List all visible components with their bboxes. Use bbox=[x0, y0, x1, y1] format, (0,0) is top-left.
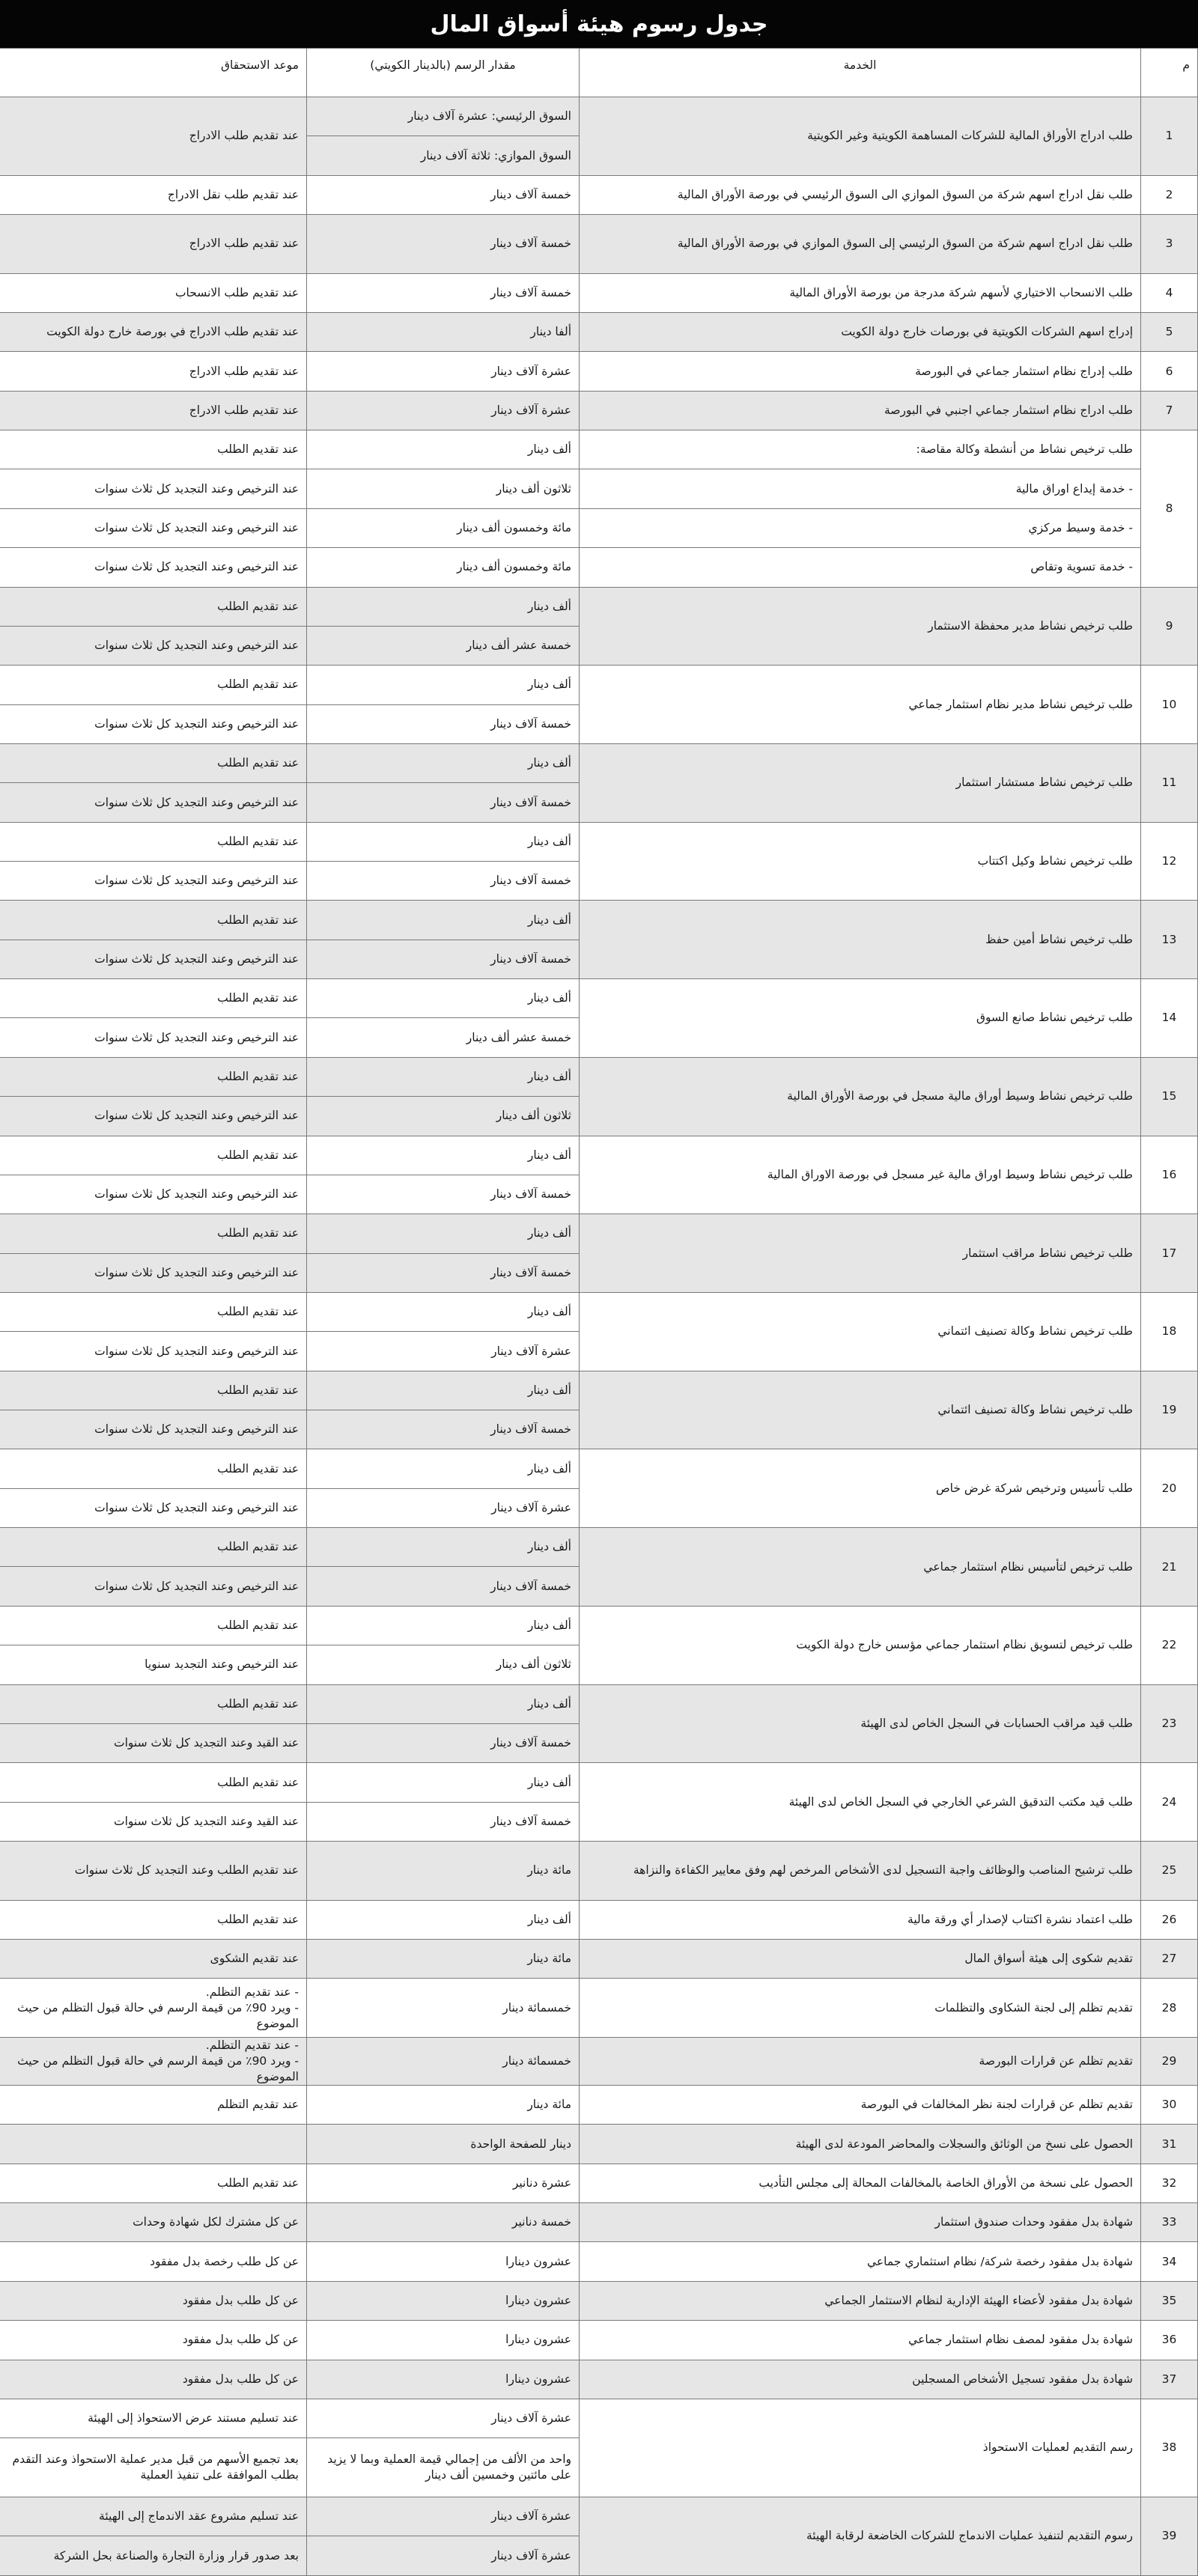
row-fee: دينار للصفحة الواحدة bbox=[307, 2125, 580, 2164]
row-service: طلب اعتماد نشرة اكتتاب لإصدار أي ورقة مالية bbox=[580, 1900, 1141, 1939]
row-due: عند الترخيص وعند التجديد كل ثلاث سنوات bbox=[0, 1097, 307, 1136]
row-due: عند تقديم الشكوى bbox=[0, 1939, 307, 1978]
row-due: عند تقديم الطلب bbox=[0, 1057, 307, 1096]
table-row bbox=[0, 97, 1198, 136]
row-due: عند الترخيص وعند التجديد كل ثلاث سنوات bbox=[0, 469, 307, 508]
row-number: 6 bbox=[1141, 352, 1198, 391]
row-number: 25 bbox=[1141, 1842, 1198, 1901]
row-service: طلب ترخيص نشاط مراقب استثمار bbox=[580, 1214, 1141, 1293]
row-service: شهادة بدل مفقود تسجيل الأشخاص المسجلين bbox=[580, 2360, 1141, 2399]
due-line: - ويرد 90٪ من قيمة الرسم في حالة قبول التظلم من حيث الموضوع bbox=[17, 2000, 299, 2030]
row-fee: خمسة آلاف دينار bbox=[307, 1802, 580, 1841]
row-service: شهادة بدل مفقود لمصف نظام استثمار جماعي bbox=[580, 2321, 1141, 2360]
row-fee: ثلاثون ألف دينار bbox=[307, 1097, 580, 1136]
row-due: عند تقديم الطلب bbox=[0, 1528, 307, 1567]
row-service: طلب تأسيس وترخيص شركة غرض خاص bbox=[580, 1449, 1141, 1528]
row-fee: خمسة آلاف دينار bbox=[307, 940, 580, 978]
row-service: طلب ترخيص نشاط وسيط أوراق مالية مسجل في بورصة الأوراق المالية bbox=[580, 1057, 1141, 1136]
row-service: طلب نقل ادراج اسهم شركة من السوق الموازي الى السوق الرئيسي في بورصة الأوراق المالية bbox=[580, 175, 1141, 214]
row-number: 14 bbox=[1141, 979, 1198, 1058]
row-fee: عشرة آلاف دينار bbox=[307, 352, 580, 391]
table-row bbox=[0, 2497, 1198, 2536]
row-due: عن كل طلب بدل مفقود bbox=[0, 2281, 307, 2320]
row-due: عند تقديم الطلب bbox=[0, 1763, 307, 1802]
row-due: عند تقديم الطلب وعند التجديد كل ثلاث سنوات bbox=[0, 1842, 307, 1901]
row-fee: خمسة آلاف دينار bbox=[307, 783, 580, 822]
row-fee: خمسة آلاف دينار bbox=[307, 1253, 580, 1292]
row-number: 15 bbox=[1141, 1057, 1198, 1136]
row-due: عند الترخيص وعند التجديد كل ثلاث سنوات bbox=[0, 1567, 307, 1606]
row-service: إدراج اسهم الشركات الكويتية في بورصات خارج دولة الكويت bbox=[580, 312, 1141, 351]
header-number: م bbox=[1141, 49, 1198, 97]
table-row bbox=[0, 2242, 1198, 2281]
row-fee: ألف دينار bbox=[307, 1214, 580, 1253]
table-row bbox=[0, 979, 1198, 1018]
row-service: طلب ترشيح المناصب والوظائف واجبة التسجيل لدى الأشخاص المرخص لهم وفق معايير الكفاءة والنزاهة bbox=[580, 1842, 1141, 1901]
row-due: عند الترخيص وعند التجديد كل ثلاث سنوات bbox=[0, 1410, 307, 1449]
row-number: 16 bbox=[1141, 1136, 1198, 1214]
row-service: - خدمة وسيط مركزي bbox=[580, 508, 1141, 547]
row-number: 9 bbox=[1141, 587, 1198, 666]
row-service: طلب ترخيص نشاط من أنشطة وكالة مقاصة: bbox=[580, 430, 1141, 469]
row-due: عند الترخيص وعند التجديد كل ثلاث سنوات bbox=[0, 548, 307, 587]
row-service: الحصول على نسخ من الوثائق والسجلات والمحاضر المودعة لدى الهيئة bbox=[580, 2125, 1141, 2164]
row-fee: السوق الرئيسي: عشرة آلاف دينار bbox=[307, 97, 580, 136]
row-due: عن كل طلب بدل مفقود bbox=[0, 2360, 307, 2399]
row-number: 38 bbox=[1141, 2399, 1198, 2497]
header-due: موعد الاستحقاق bbox=[0, 49, 307, 97]
table-row bbox=[0, 2321, 1198, 2360]
row-service: شهادة بدل مفقود وحدات صندوق استثمار bbox=[580, 2203, 1141, 2242]
row-service: طلب إدراج نظام استثمار جماعي في البورصة bbox=[580, 352, 1141, 391]
row-due: عند تقديم الطلب bbox=[0, 979, 307, 1018]
row-service: طلب ترخيص نشاط وسيط اوراق مالية غير مسجل في بورصة الاوراق المالية bbox=[580, 1136, 1141, 1214]
row-due: عند تقديم طلب الانسحاب bbox=[0, 273, 307, 312]
table-row bbox=[0, 1939, 1198, 1978]
row-fee: عشرة دنانير bbox=[307, 2164, 580, 2202]
row-number: 24 bbox=[1141, 1763, 1198, 1842]
row-due: عند تقديم طلب الادراج في بورصة خارج دولة الكويت bbox=[0, 312, 307, 351]
table-row bbox=[0, 743, 1198, 782]
row-service: طلب نقل ادراج اسهم شركة من السوق الرئيسي إلى السوق الموازي في بورصة الأوراق المالية bbox=[580, 215, 1141, 274]
row-number: 20 bbox=[1141, 1449, 1198, 1528]
row-due: عند تقديم الطلب bbox=[0, 430, 307, 469]
row-service: تقديم تظلم عن قرارات لجنة نظر المخالفات في البورصة bbox=[580, 2086, 1141, 2125]
row-fee: خمسة آلاف دينار bbox=[307, 704, 580, 743]
table-row bbox=[0, 175, 1198, 214]
row-due: عند الترخيص وعند التجديد كل ثلاث سنوات bbox=[0, 1332, 307, 1371]
table-row bbox=[0, 469, 1198, 508]
row-fee: ألف دينار bbox=[307, 822, 580, 861]
row-due: عند الترخيص وعند التجديد كل ثلاث سنوات bbox=[0, 1253, 307, 1292]
table-row bbox=[0, 430, 1198, 469]
table-row bbox=[0, 587, 1198, 626]
row-service: تقديم شكوى إلى هيئة أسواق المال bbox=[580, 1939, 1141, 1978]
row-service: رسم التقديم لعمليات الاستحواذ bbox=[580, 2399, 1141, 2497]
row-fee: ألف دينار bbox=[307, 1292, 580, 1331]
due-line: - عند تقديم التظلم. bbox=[205, 1985, 299, 1999]
row-fee: ألف دينار bbox=[307, 1057, 580, 1096]
row-due bbox=[0, 2125, 307, 2164]
row-fee: مائة دينار bbox=[307, 1939, 580, 1978]
table-row bbox=[0, 1528, 1198, 1567]
row-service: تقديم تظلم عن قرارات البورصة bbox=[580, 2037, 1141, 2085]
row-fee: عشرة آلاف دينار bbox=[307, 2497, 580, 2536]
row-service: طلب ترخيص نشاط وكالة تصنيف ائتماني bbox=[580, 1371, 1141, 1449]
row-service: طلب قيد مراقب الحسابات في السجل الخاص لدى الهيئة bbox=[580, 1684, 1141, 1763]
row-due: عند تقديم الطلب bbox=[0, 1900, 307, 1939]
row-service: طلب ترخيص نشاط أمين حفظ bbox=[580, 901, 1141, 979]
row-number: 5 bbox=[1141, 312, 1198, 351]
row-number: 23 bbox=[1141, 1684, 1198, 1763]
table-row bbox=[0, 1842, 1198, 1901]
row-number: 33 bbox=[1141, 2203, 1198, 2242]
row-due: عند تقديم الطلب bbox=[0, 2164, 307, 2202]
table-row bbox=[0, 215, 1198, 274]
row-due: عند الترخيص وعند التجديد كل ثلاث سنوات bbox=[0, 940, 307, 978]
row-due: عند الترخيص وعند التجديد كل ثلاث سنوات bbox=[0, 1018, 307, 1057]
table-row bbox=[0, 1684, 1198, 1723]
row-number: 34 bbox=[1141, 2242, 1198, 2281]
row-number: 28 bbox=[1141, 1979, 1198, 2038]
table-row bbox=[0, 1292, 1198, 1331]
row-due: عند تسليم مستند عرض الاستحواذ إلى الهيئة bbox=[0, 2399, 307, 2438]
row-service: طلب ترخيص نشاط مدير محفظة الاستثمار bbox=[580, 587, 1141, 666]
row-due: عند تسليم مشروع عقد الاندماج إلى الهيئة bbox=[0, 2497, 307, 2536]
row-due: عن كل مشترك لكل شهادة وحدات bbox=[0, 2203, 307, 2242]
row-due: عند تقديم الطلب bbox=[0, 587, 307, 626]
row-service: طلب الانسحاب الاختياري لأسهم شركة مدرجة من بورصة الأوراق المالية bbox=[580, 273, 1141, 312]
table-row bbox=[0, 1214, 1198, 1253]
row-due: عند تقديم الطلب bbox=[0, 1449, 307, 1488]
table-row bbox=[0, 2399, 1198, 2438]
row-fee: خمسة آلاف دينار bbox=[307, 1723, 580, 1762]
row-service: - خدمة تسوية وتقاص bbox=[580, 548, 1141, 587]
table-row bbox=[0, 312, 1198, 351]
row-number: 32 bbox=[1141, 2164, 1198, 2202]
row-fee: عشرة آلاف دينار bbox=[307, 1488, 580, 1527]
table-row bbox=[0, 901, 1198, 940]
row-fee: عشرة آلاف دينار bbox=[307, 391, 580, 430]
row-due bbox=[0, 1979, 307, 2038]
row-fee: ألف دينار bbox=[307, 587, 580, 626]
row-fee: ألف دينار bbox=[307, 1136, 580, 1175]
row-fee: خمسة آلاف دينار bbox=[307, 273, 580, 312]
row-due: عند تقديم طلب الادراج bbox=[0, 391, 307, 430]
due-line: - ويرد 90٪ من قيمة الرسم في حالة قبول التظلم من حيث الموضوع bbox=[17, 2053, 299, 2083]
row-number: 35 bbox=[1141, 2281, 1198, 2320]
table-header-row bbox=[0, 49, 1198, 97]
row-due: عند تقديم الطلب bbox=[0, 1136, 307, 1175]
table-row bbox=[0, 2037, 1198, 2085]
table-row bbox=[0, 2164, 1198, 2202]
table-row bbox=[0, 1449, 1198, 1488]
row-due: عند تقديم طلب الادراج bbox=[0, 352, 307, 391]
row-number: 1 bbox=[1141, 97, 1198, 176]
table-row bbox=[0, 1606, 1198, 1645]
table-row bbox=[0, 2203, 1198, 2242]
row-due: عند القيد وعند التجديد كل ثلاث سنوات bbox=[0, 1723, 307, 1762]
document-title: جدول رسوم هيئة أسواق المال bbox=[0, 0, 1198, 48]
row-due: عند الترخيص وعند التجديد كل ثلاث سنوات bbox=[0, 626, 307, 665]
row-fee: ألف دينار bbox=[307, 430, 580, 469]
row-due: عند الترخيص وعند التجديد سنويا bbox=[0, 1645, 307, 1684]
row-fee: خمسة آلاف دينار bbox=[307, 1410, 580, 1449]
row-number: 21 bbox=[1141, 1528, 1198, 1607]
table-row bbox=[0, 1057, 1198, 1096]
row-due: عند تقديم الطلب bbox=[0, 666, 307, 704]
row-fee: عشرون دينارا bbox=[307, 2242, 580, 2281]
row-service: رسوم التقديم لتنفيذ عمليات الاندماج للشركات الخاضعة لرقابة الهيئة bbox=[580, 2497, 1141, 2575]
row-service: طلب ترخيص نشاط وكالة تصنيف ائتماني bbox=[580, 1292, 1141, 1371]
row-fee: السوق الموازي: ثلاثة آلاف دينار bbox=[307, 136, 580, 175]
row-due: عند تقديم الطلب bbox=[0, 1371, 307, 1410]
row-service: الحصول على نسخة من الأوراق الخاصة بالمخالفات المحالة إلى مجلس التأديب bbox=[580, 2164, 1141, 2202]
table-row bbox=[0, 1979, 1198, 2038]
row-service: طلب ترخيص نشاط صانع السوق bbox=[580, 979, 1141, 1058]
row-due: عند تقديم الطلب bbox=[0, 743, 307, 782]
row-number: 13 bbox=[1141, 901, 1198, 979]
row-number: 11 bbox=[1141, 743, 1198, 822]
row-due: عند تقديم الطلب bbox=[0, 1214, 307, 1253]
row-fee: عشرة آلاف دينار bbox=[307, 2536, 580, 2576]
row-fee: ثلاثون ألف دينار bbox=[307, 469, 580, 508]
row-service: شهادة بدل مفقود لأعضاء الهيئة الإدارية لنظام الاستثمار الجماعي bbox=[580, 2281, 1141, 2320]
row-due: عند الترخيص وعند التجديد كل ثلاث سنوات bbox=[0, 862, 307, 901]
row-fee: مائة وخمسون ألف دينار bbox=[307, 548, 580, 587]
row-due: بعد تجميع الأسهم من قبل مدير عملية الاستحواذ وعند التقدم بطلب الموافقة على تنفيذ العملية bbox=[0, 2438, 307, 2497]
row-due: عند الترخيص وعند التجديد كل ثلاث سنوات bbox=[0, 1488, 307, 1527]
table-row bbox=[0, 2360, 1198, 2399]
row-fee: عشرة آلاف دينار bbox=[307, 2399, 580, 2438]
row-number: 22 bbox=[1141, 1606, 1198, 1684]
row-fee: ألف دينار bbox=[307, 666, 580, 704]
row-fee: خمسة آلاف دينار bbox=[307, 1567, 580, 1606]
row-number: 30 bbox=[1141, 2086, 1198, 2125]
row-number: 39 bbox=[1141, 2497, 1198, 2575]
row-fee: ألف دينار bbox=[307, 1371, 580, 1410]
row-fee: خمسة آلاف دينار bbox=[307, 862, 580, 901]
row-number: 36 bbox=[1141, 2321, 1198, 2360]
row-fee: ألف دينار bbox=[307, 1900, 580, 1939]
row-number: 2 bbox=[1141, 175, 1198, 214]
row-fee: خمسمائة دينار bbox=[307, 1979, 580, 2038]
row-number: 3 bbox=[1141, 215, 1198, 274]
row-fee: ألفا دينار bbox=[307, 312, 580, 351]
row-due: عند تقديم الطلب bbox=[0, 901, 307, 940]
row-fee: ألف دينار bbox=[307, 1449, 580, 1488]
table-row bbox=[0, 1371, 1198, 1410]
row-fee: مائة وخمسون ألف دينار bbox=[307, 508, 580, 547]
row-number: 8 bbox=[1141, 430, 1198, 587]
table-row bbox=[0, 1763, 1198, 1802]
row-due: عند الترخيص وعند التجديد كل ثلاث سنوات bbox=[0, 508, 307, 547]
row-fee: مائة دينار bbox=[307, 2086, 580, 2125]
row-fee: عشرون دينارا bbox=[307, 2321, 580, 2360]
row-due: عند تقديم طلب الادراج bbox=[0, 215, 307, 274]
row-fee: ألف دينار bbox=[307, 1528, 580, 1567]
table-row bbox=[0, 391, 1198, 430]
row-service: شهادة بدل مفقود رخصة شركة/ نظام استثماري جماعي bbox=[580, 2242, 1141, 2281]
table-row bbox=[0, 1900, 1198, 1939]
row-service: طلب ترخيص لتسويق نظام استثمار جماعي مؤسس خارج دولة الكويت bbox=[580, 1606, 1141, 1684]
row-due: عند تقديم الطلب bbox=[0, 1684, 307, 1723]
row-due: عند تقديم طلب الادراج bbox=[0, 97, 307, 176]
table-row bbox=[0, 2281, 1198, 2320]
row-due: عند تقديم التظلم bbox=[0, 2086, 307, 2125]
row-number: 10 bbox=[1141, 666, 1198, 744]
table-row bbox=[0, 508, 1198, 547]
row-fee: ثلاثون ألف دينار bbox=[307, 1645, 580, 1684]
row-fee: ألف دينار bbox=[307, 743, 580, 782]
table-row bbox=[0, 352, 1198, 391]
row-fee: مائة دينار bbox=[307, 1842, 580, 1901]
row-fee: ألف دينار bbox=[307, 1763, 580, 1802]
row-fee: عشرة آلاف دينار bbox=[307, 1332, 580, 1371]
row-fee: عشرون دينارا bbox=[307, 2281, 580, 2320]
row-fee: ألف دينار bbox=[307, 901, 580, 940]
row-number: 27 bbox=[1141, 1939, 1198, 1978]
table-row bbox=[0, 548, 1198, 587]
row-number: 18 bbox=[1141, 1292, 1198, 1371]
row-fee: ألف دينار bbox=[307, 1606, 580, 1645]
fees-table bbox=[0, 48, 1198, 2576]
table-row bbox=[0, 666, 1198, 704]
row-due: عند القيد وعند التجديد كل ثلاث سنوات bbox=[0, 1802, 307, 1841]
row-due: عند تقديم الطلب bbox=[0, 1606, 307, 1645]
row-fee: خمسة عشر ألف دينار bbox=[307, 626, 580, 665]
row-number: 4 bbox=[1141, 273, 1198, 312]
due-line: - عند تقديم التظلم. bbox=[205, 2038, 299, 2053]
row-fee: واحد من الألف من إجمالي قيمة العملية وبما لا يزيد على مائتين وخمسين ألف دينار bbox=[307, 2438, 580, 2497]
row-fee: ألف دينار bbox=[307, 1684, 580, 1723]
table-row bbox=[0, 273, 1198, 312]
row-due: عند تقديم الطلب bbox=[0, 1292, 307, 1331]
row-number: 37 bbox=[1141, 2360, 1198, 2399]
row-service: طلب ترخيص نشاط وكيل اكتتاب bbox=[580, 822, 1141, 901]
row-due: عند الترخيص وعند التجديد كل ثلاث سنوات bbox=[0, 783, 307, 822]
row-fee: خمسة دنانير bbox=[307, 2203, 580, 2242]
row-service: طلب ادراج الأوراق المالية للشركات المساهمة الكويتية وغير الكويتية bbox=[580, 97, 1141, 176]
row-due bbox=[0, 2037, 307, 2085]
row-fee: ألف دينار bbox=[307, 979, 580, 1018]
row-service: طلب ترخيص لتأسيس نظام استثمار جماعي bbox=[580, 1528, 1141, 1607]
row-due: عن كل طلب رخصة بدل مفقود bbox=[0, 2242, 307, 2281]
row-due: عن كل طلب بدل مفقود bbox=[0, 2321, 307, 2360]
row-fee: خمسة آلاف دينار bbox=[307, 175, 580, 214]
row-fee: عشرون دينارا bbox=[307, 2360, 580, 2399]
row-fee: خمسمائة دينار bbox=[307, 2037, 580, 2085]
header-service: الخدمة bbox=[580, 49, 1141, 97]
row-service: طلب ادراج نظام استثمار جماعي اجنبي في البورصة bbox=[580, 391, 1141, 430]
table-row bbox=[0, 1136, 1198, 1175]
row-service: طلب ترخيص نشاط مدير نظام استثمار جماعي bbox=[580, 666, 1141, 744]
row-fee: خمسة آلاف دينار bbox=[307, 1175, 580, 1214]
row-due: عند الترخيص وعند التجديد كل ثلاث سنوات bbox=[0, 704, 307, 743]
row-due: عند تقديم طلب نقل الادراج bbox=[0, 175, 307, 214]
row-number: 12 bbox=[1141, 822, 1198, 901]
row-due: عند تقديم الطلب bbox=[0, 822, 307, 861]
row-fee: خمسة آلاف دينار bbox=[307, 215, 580, 274]
table-row bbox=[0, 822, 1198, 861]
row-number: 31 bbox=[1141, 2125, 1198, 2164]
row-number: 17 bbox=[1141, 1214, 1198, 1293]
row-number: 19 bbox=[1141, 1371, 1198, 1449]
row-due: بعد صدور قرار وزارة التجارة والصناعة بحل الشركة bbox=[0, 2536, 307, 2576]
row-service: - خدمة إيداع اوراق مالية bbox=[580, 469, 1141, 508]
row-number: 26 bbox=[1141, 1900, 1198, 1939]
row-service: طلب قيد مكتب التدقيق الشرعي الخارجي في السجل الخاص لدى الهيئة bbox=[580, 1763, 1141, 1842]
table-row bbox=[0, 2125, 1198, 2164]
row-service: طلب ترخيص نشاط مستشار استثمار bbox=[580, 743, 1141, 822]
header-fee: مقدار الرسم (بالدينار الكويتي) bbox=[307, 49, 580, 97]
row-fee: خمسة عشر ألف دينار bbox=[307, 1018, 580, 1057]
row-number: 29 bbox=[1141, 2037, 1198, 2085]
table-row bbox=[0, 2086, 1198, 2125]
row-number: 7 bbox=[1141, 391, 1198, 430]
row-service: تقديم تظلم إلى لجنة الشكاوى والتظلمات bbox=[580, 1979, 1141, 2038]
row-due: عند الترخيص وعند التجديد كل ثلاث سنوات bbox=[0, 1175, 307, 1214]
